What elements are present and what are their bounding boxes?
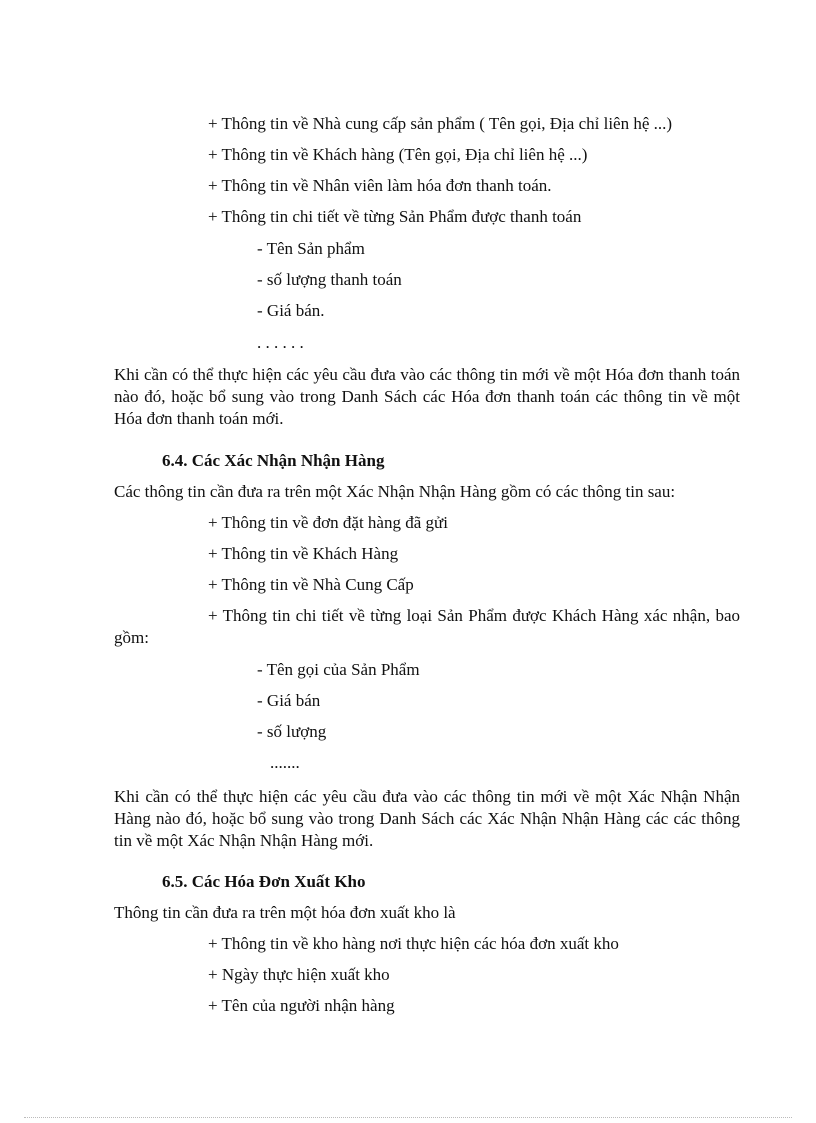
section-intro: Thông tin cần đưa ra trên một hóa đơn xuất kho là bbox=[114, 903, 456, 922]
footer-divider bbox=[24, 1117, 792, 1118]
list-item: + Thông tin chi tiết về từng Sản Phẩm được thanh toán bbox=[208, 207, 582, 226]
ellipsis: . . . . . . bbox=[257, 333, 304, 352]
sub-list-item: - số lượng thanh toán bbox=[257, 270, 402, 289]
sub-list-item: - Giá bán. bbox=[257, 301, 325, 320]
sub-list-item: - Tên Sản phẩm bbox=[257, 239, 365, 258]
section-intro: Các thông tin cần đưa ra trên một Xác Nhận Nhận Hàng gồm có các thông tin sau: bbox=[114, 482, 676, 501]
list-item: + Thông tin về Nhân viên làm hóa đơn thanh toán. bbox=[208, 176, 552, 195]
sub-list-item: - Tên gọi của Sản Phẩm bbox=[257, 660, 420, 679]
list-item: + Tên của người nhận hàng bbox=[208, 996, 395, 1015]
section-heading-6-5: 6.5. Các Hóa Đơn Xuất Kho bbox=[162, 872, 366, 891]
sub-list-item: - số lượng bbox=[257, 722, 327, 741]
ellipsis: ....... bbox=[270, 753, 300, 772]
list-item: + Ngày thực hiện xuất kho bbox=[208, 965, 390, 984]
section-heading-6-4: 6.4. Các Xác Nhận Nhận Hàng bbox=[162, 451, 385, 470]
list-item: + Thông tin về Khách hàng (Tên gọi, Địa chỉ liên hệ ...) bbox=[208, 145, 588, 164]
confirmation-paragraph: Khi cần có thể thực hiện các yêu cầu đưa vào các thông tin mới về một Xác Nhận Nhận Hàng nào đó, hoặc bổ sung vào trong Danh Sách các Xác Nhận Nhận Hàng các các thông tin về một Xác Nhận Nhận Hàng mới. bbox=[114, 787, 740, 850]
sub-list-item: - Giá bán bbox=[257, 691, 321, 710]
list-item: + Thông tin về Nhà Cung Cấp bbox=[208, 575, 414, 594]
list-item: + Thông tin về kho hàng nơi thực hiện các hóa đơn xuất kho bbox=[208, 934, 619, 953]
list-item: + Thông tin về Khách Hàng bbox=[208, 544, 399, 563]
list-item: + Thông tin về Nhà cung cấp sản phẩm ( Tên gọi, Địa chỉ liên hệ ...) bbox=[208, 114, 673, 133]
detail-paragraph: + Thông tin chi tiết về từng loại Sản Phẩm được Khách Hàng xác nhận, bao gồm: bbox=[114, 606, 740, 647]
invoice-paragraph: Khi cần có thể thực hiện các yêu cầu đưa vào các thông tin mới về một Hóa đơn thanh toán nào đó, hoặc bổ sung vào trong Danh Sách các Hóa đơn thanh toán các thông tin về một Hóa đơn thanh toán mới. bbox=[114, 365, 740, 428]
list-item: + Thông tin về đơn đặt hàng đã gửi bbox=[208, 513, 448, 532]
